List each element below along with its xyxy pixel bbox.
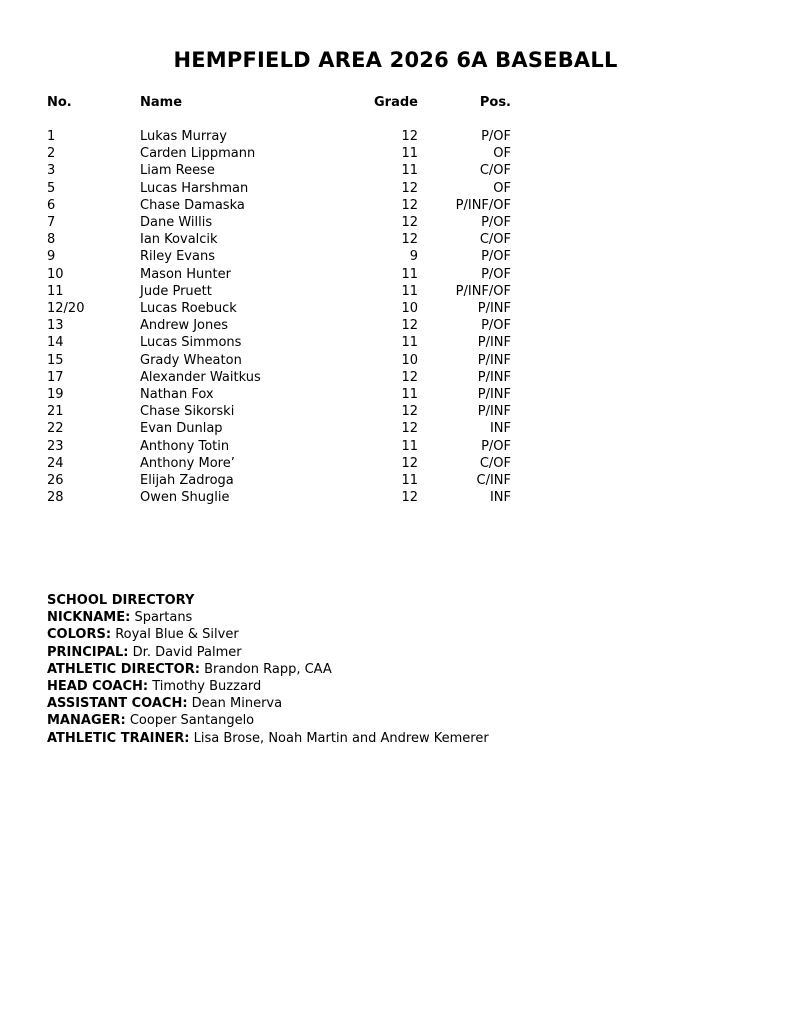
directory-label: ATHLETIC TRAINER: xyxy=(47,730,190,746)
player-grade: 12 xyxy=(401,421,418,437)
school-directory xyxy=(47,592,489,747)
table-row xyxy=(0,162,791,179)
player-position: P/OF xyxy=(481,249,511,265)
directory-value: Cooper Santangelo xyxy=(129,713,255,729)
player-grade: 12 xyxy=(401,215,418,230)
player-number: 28 xyxy=(47,490,64,506)
player-name: Riley Evans xyxy=(140,249,215,265)
player-grade: 12 xyxy=(401,318,418,334)
directory-label: MANAGER: xyxy=(47,713,126,729)
player-grade: 12 xyxy=(401,129,418,144)
directory-value: Dean Minerva xyxy=(191,696,283,712)
player-number: 9 xyxy=(47,249,56,265)
player-position: C/OF xyxy=(479,163,511,179)
table-row xyxy=(0,403,791,420)
directory-value: Royal Blue & Silver xyxy=(115,627,239,643)
player-number: 8 xyxy=(47,232,56,248)
directory-value: Dr. David Palmer xyxy=(132,644,242,660)
player-position: OF xyxy=(493,180,511,196)
header-pos: Pos. xyxy=(479,95,511,110)
player-name: Mason Hunter xyxy=(140,266,231,282)
directory-label: COLORS: xyxy=(47,627,112,643)
player-grade: 9 xyxy=(409,249,418,265)
player-name: Lucas Harshman xyxy=(140,180,249,196)
header-grade: Grade xyxy=(374,95,418,110)
player-number: 14 xyxy=(47,335,64,351)
player-position: P/OF xyxy=(481,129,511,144)
player-name: Dane Willis xyxy=(140,215,213,230)
player-number: 13 xyxy=(47,318,64,334)
player-position: P/OF xyxy=(481,438,511,454)
player-name: Chase Sikorski xyxy=(140,404,235,420)
directory-item xyxy=(47,644,489,661)
player-grade: 12 xyxy=(401,197,418,213)
table-row xyxy=(0,180,791,197)
table-row xyxy=(0,266,791,283)
table-row xyxy=(0,352,791,369)
table-row xyxy=(0,248,791,265)
table-row xyxy=(0,231,791,248)
table-row xyxy=(0,455,791,472)
player-position: P/INF xyxy=(477,369,511,385)
directory-item xyxy=(47,661,489,678)
player-grade: 10 xyxy=(401,301,418,316)
player-number: 10 xyxy=(47,266,64,282)
table-row xyxy=(0,283,791,300)
player-position: P/OF xyxy=(481,318,511,334)
player-number: 17 xyxy=(47,369,64,385)
player-position: INF xyxy=(489,421,511,437)
player-grade: 11 xyxy=(401,335,418,351)
directory-item xyxy=(47,712,489,729)
player-name: Jude Pruett xyxy=(140,283,212,299)
player-number: 1 xyxy=(47,129,56,144)
directory-item xyxy=(47,609,489,626)
header-name: Name xyxy=(140,95,183,110)
player-number: 3 xyxy=(47,163,56,179)
player-number: 2 xyxy=(47,146,56,162)
player-name: Ian Kovalcik xyxy=(140,232,218,248)
player-grade: 12 xyxy=(401,369,418,385)
directory-label: ASSISTANT COACH: xyxy=(47,696,188,712)
player-position: P/INF/OF xyxy=(455,197,511,213)
player-position: C/INF xyxy=(476,473,511,488)
player-name: Andrew Jones xyxy=(140,318,229,334)
player-position: P/INF xyxy=(477,404,511,420)
player-number: 12/20 xyxy=(47,301,85,316)
player-grade: 12 xyxy=(401,455,418,471)
directory-label: NICKNAME: xyxy=(47,610,131,626)
player-grade: 11 xyxy=(401,163,418,179)
player-number: 26 xyxy=(47,473,64,488)
directory-value: Timothy Buzzard xyxy=(152,679,262,695)
player-name: Elijah Zadroga xyxy=(140,473,234,488)
player-position: P/OF xyxy=(481,215,511,230)
player-number: 11 xyxy=(47,283,64,299)
table-row xyxy=(0,438,791,455)
directory-value: Lisa Brose, Noah Martin and Andrew Kemerer xyxy=(193,730,489,746)
directory-heading: SCHOOL DIRECTORY xyxy=(47,593,195,608)
table-row xyxy=(0,214,791,231)
player-position: P/INF xyxy=(477,352,511,368)
player-grade: 10 xyxy=(401,352,418,368)
player-grade: 12 xyxy=(401,180,418,196)
table-row xyxy=(0,489,791,506)
directory-label: ATHLETIC DIRECTOR: xyxy=(47,661,200,677)
player-name: Nathan Fox xyxy=(140,387,214,402)
header-no: No. xyxy=(47,95,72,110)
player-name: Alexander Waitkus xyxy=(140,369,261,385)
player-grade: 11 xyxy=(401,473,418,488)
directory-label: PRINCIPAL: xyxy=(47,644,129,660)
player-name: Owen Shuglie xyxy=(140,490,230,506)
player-position: P/INF/OF xyxy=(455,283,511,299)
player-grade: 11 xyxy=(401,283,418,299)
player-number: 19 xyxy=(47,387,64,402)
directory-value: Spartans xyxy=(134,610,193,626)
directory-item xyxy=(47,626,489,643)
player-number: 5 xyxy=(47,180,56,196)
player-name: Lucas Roebuck xyxy=(140,301,237,316)
table-row xyxy=(0,197,791,214)
player-number: 23 xyxy=(47,438,64,454)
table-row xyxy=(0,472,791,489)
table-row xyxy=(0,386,791,403)
player-name: Lucas Simmons xyxy=(140,335,242,351)
directory-item xyxy=(47,678,489,695)
directory-item xyxy=(47,730,489,747)
player-position: C/OF xyxy=(479,455,511,471)
player-position: OF xyxy=(493,146,511,162)
table-row xyxy=(0,145,791,162)
table-row xyxy=(0,300,791,317)
directory-value: Brandon Rapp, CAA xyxy=(204,661,332,677)
table-row xyxy=(0,317,791,334)
player-grade: 11 xyxy=(401,266,418,282)
directory-item xyxy=(47,695,489,712)
table-row xyxy=(0,420,791,437)
player-number: 24 xyxy=(47,455,64,471)
player-grade: 12 xyxy=(401,490,418,506)
player-number: 6 xyxy=(47,197,56,213)
player-grade: 12 xyxy=(401,404,418,420)
player-name: Anthony Totin xyxy=(140,438,230,454)
player-grade: 11 xyxy=(401,438,418,454)
player-name: Carden Lippmann xyxy=(140,146,256,162)
player-position: P/INF xyxy=(477,387,511,402)
player-name: Anthony More’ xyxy=(140,455,235,471)
page-title: HEMPFIELD AREA 2026 6A BASEBALL xyxy=(173,48,618,72)
player-position: P/INF xyxy=(477,301,511,316)
player-name: Chase Damaska xyxy=(140,197,245,213)
player-position: P/INF xyxy=(477,335,511,351)
table-row xyxy=(0,334,791,351)
player-name: Liam Reese xyxy=(140,163,215,179)
table-row xyxy=(0,369,791,386)
player-name: Evan Dunlap xyxy=(140,421,223,437)
directory-label: HEAD COACH: xyxy=(47,679,149,695)
table-row xyxy=(0,128,791,145)
player-position: P/OF xyxy=(481,266,511,282)
player-name: Grady Wheaton xyxy=(140,352,242,368)
player-number: 15 xyxy=(47,352,64,368)
roster-header xyxy=(0,94,791,111)
player-number: 22 xyxy=(47,421,64,437)
player-grade: 11 xyxy=(401,387,418,402)
player-grade: 11 xyxy=(401,146,418,162)
player-number: 7 xyxy=(47,215,56,230)
player-grade: 12 xyxy=(401,232,418,248)
player-position: C/OF xyxy=(479,232,511,248)
player-number: 21 xyxy=(47,404,64,420)
player-name: Lukas Murray xyxy=(140,129,228,144)
player-position: INF xyxy=(489,490,511,506)
